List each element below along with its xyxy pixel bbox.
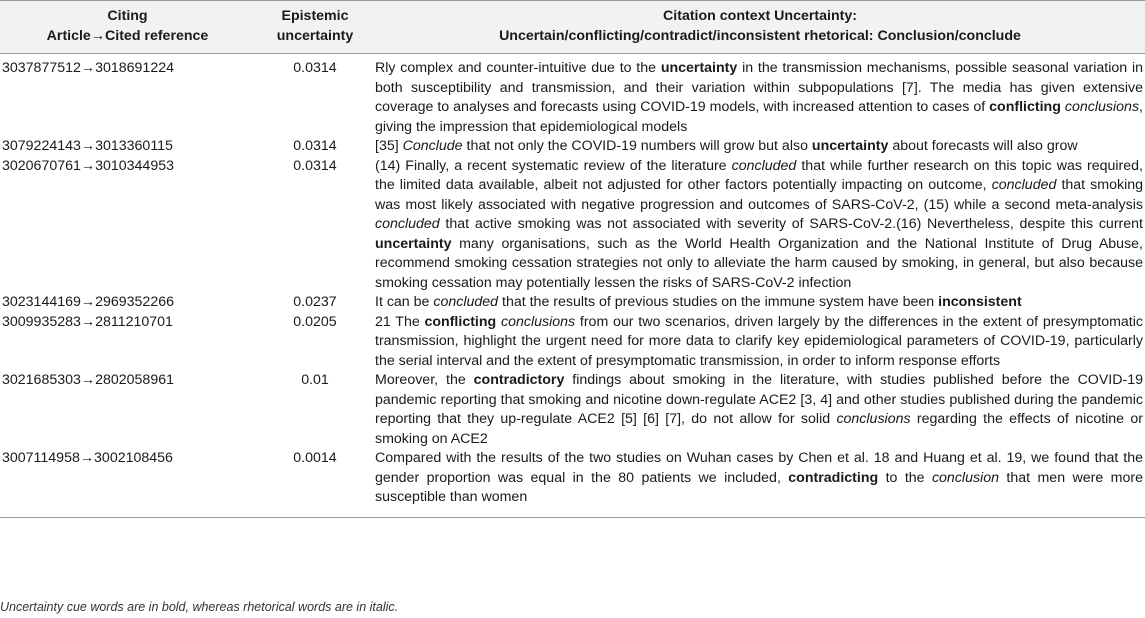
rhetorical-word: conclusions xyxy=(836,411,911,427)
rhetorical-word: concluded xyxy=(375,216,440,232)
header-uncertainty-line2: uncertainty xyxy=(276,28,354,44)
citation-pair: 3007114958→3002108456 xyxy=(0,449,255,517)
citation-context xyxy=(375,157,1145,294)
citation-pair: 3037877512→3018691224 xyxy=(2,60,174,76)
table-row xyxy=(0,293,1145,313)
rhetorical-word: concluded xyxy=(991,177,1057,193)
table-row xyxy=(0,449,1145,517)
context-text: Moreover, the xyxy=(375,372,474,388)
context-text: to the xyxy=(878,469,932,486)
context-text: that not only the COVID-19 numbers will grow but also xyxy=(462,138,812,154)
context-text: that the results of previous studies on the immune system have been xyxy=(498,294,939,310)
context-text: that active smoking was not associated with severity of SARS-CoV-2.(16) Nevertheless, despite this current xyxy=(439,216,1143,232)
context-text: , giving the impression that epidemiological models xyxy=(375,99,1143,135)
rhetorical-word: Conclude xyxy=(402,138,463,154)
citation-context xyxy=(375,137,1145,157)
rhetorical-word: concluded xyxy=(433,294,499,310)
context-text: regarding the effects of nicotine or smoking on ACE2 xyxy=(375,411,1144,447)
uncertainty-value: 0.0314 xyxy=(293,60,337,76)
citation-context xyxy=(375,54,1145,138)
header-uncertainty-line1: Epistemic xyxy=(281,8,349,24)
uncertainty-value: 0.01 xyxy=(301,372,329,388)
table-row xyxy=(0,54,1145,138)
context-text: that smoking was most likely associated with negative progression and outcomes of SARS-CoV-2, (15) while a second meta-analysis xyxy=(375,177,1143,213)
context-text: that men were more susceptible than women xyxy=(375,469,1143,505)
rhetorical-word: concluded xyxy=(731,157,797,174)
context-text: findings about smoking in the literature, with studies published before the COVID-19 pandemic reporting that smoking and nicotine down-regulate ACE2 [3, 4] and other studies published during the pandemic reporting that they up-regulate ACE2 [5] [6] [7], do not allow for solid xyxy=(375,372,1143,427)
context-text: in the transmission mechanisms, possible seasonal variation in both susceptibility and transmission, and their variation within subpopulations [7]. The media has given extensive coverage to analyses and forecasts using COVID-19 models, with increased attention to cases of xyxy=(375,60,1143,115)
header-uncertainty xyxy=(255,1,375,54)
uncertainty-value: 0.0014 xyxy=(255,449,375,517)
uncertainty-cue-word: inconsistent xyxy=(938,294,1022,310)
context-text: It can be xyxy=(375,294,434,310)
header-citing-line1: Citing xyxy=(107,8,148,24)
citation-pair: 3021685303→2802058961 xyxy=(2,372,174,388)
header-citing xyxy=(0,1,255,54)
citation-pair: 3009935283→2811210701 xyxy=(2,313,173,330)
context-text: (14) Finally, a recent systematic review of the literature xyxy=(375,157,732,174)
citation-context xyxy=(375,313,1145,372)
context-text: [35] xyxy=(375,138,403,154)
citation-context xyxy=(375,371,1145,449)
rhetorical-word: conclusions xyxy=(1064,99,1140,115)
uncertainty-value: 0.0314 xyxy=(293,138,337,154)
context-text: that while further research on this topic was required, the limited data available, albeit not adjusted for other factors potentially impacting on outcome, xyxy=(375,157,1143,193)
table-body xyxy=(0,54,1145,518)
context-text: from our two scenarios, driven largely by the differences in the extent of presymptomatic transmission, highlight the urgent need for more data to clarify key epidemiological parameters of COVID-19, particularly the serial interval and the extent of presymptomatic transmission, in order to inform response efforts xyxy=(375,313,1143,369)
uncertainty-cue-word: contradictory xyxy=(473,372,565,388)
uncertainty-cue-word: contradicting xyxy=(788,469,879,486)
header-context xyxy=(375,1,1145,54)
uncertainty-cue-word: uncertainty xyxy=(375,235,452,252)
header-citing-line2: Article→Cited reference xyxy=(46,28,209,44)
table-footnote: Uncertainty cue words are in bold, whereas rhetorical words are in italic. xyxy=(0,600,399,614)
citation-pair: 3020670761→3010344953 xyxy=(2,157,174,174)
uncertainty-cue-word: conflicting xyxy=(989,99,1061,115)
citation-context xyxy=(375,449,1145,517)
table-row xyxy=(0,137,1145,157)
header-context-line2: Uncertain/conflicting/contradict/inconsistent rhetorical: Conclusion/conclude xyxy=(499,28,1021,44)
uncertainty-value: 0.0237 xyxy=(293,294,337,310)
rhetorical-word: conclusions xyxy=(500,313,576,330)
context-text: many organisations, such as the World Health Organization and the National Institute of Drug Abuse, recommend smoking cessation strategies not only to alleviate the harm caused by smoking, in general, but also because smoking cessation may potentially lessen the risks of SARS-CoV-2 infection xyxy=(375,235,1143,291)
context-text: about forecasts will also grow xyxy=(888,138,1078,154)
table-row xyxy=(0,157,1145,294)
uncertainty-cue-word: uncertainty xyxy=(660,60,738,76)
table-header-row xyxy=(0,1,1145,54)
rhetorical-word: conclusion xyxy=(931,469,999,486)
uncertainty-value: 0.0205 xyxy=(293,313,337,330)
header-context-line1: Citation context Uncertainty: xyxy=(663,8,857,24)
citation-pair: 3023144169→2969352266 xyxy=(2,294,174,310)
context-text: Compared with the results of the two studies on Wuhan cases by Chen et al. 18 and Huang et al. 19, we found that the gender proportion was equal in the 80 patients we included, xyxy=(375,450,1143,486)
table-row xyxy=(0,313,1145,372)
context-text: Rly complex and counter-intuitive due to the xyxy=(375,60,661,76)
uncertainty-cue-word: uncertainty xyxy=(811,138,889,154)
citation-pair: 3079224143→3013360115 xyxy=(2,138,173,154)
context-text: 21 The xyxy=(375,313,425,330)
uncertainty-cue-word: conflicting xyxy=(424,313,497,330)
citation-context xyxy=(375,293,1145,313)
uncertainty-value: 0.0314 xyxy=(293,157,337,174)
table-row xyxy=(0,371,1145,449)
